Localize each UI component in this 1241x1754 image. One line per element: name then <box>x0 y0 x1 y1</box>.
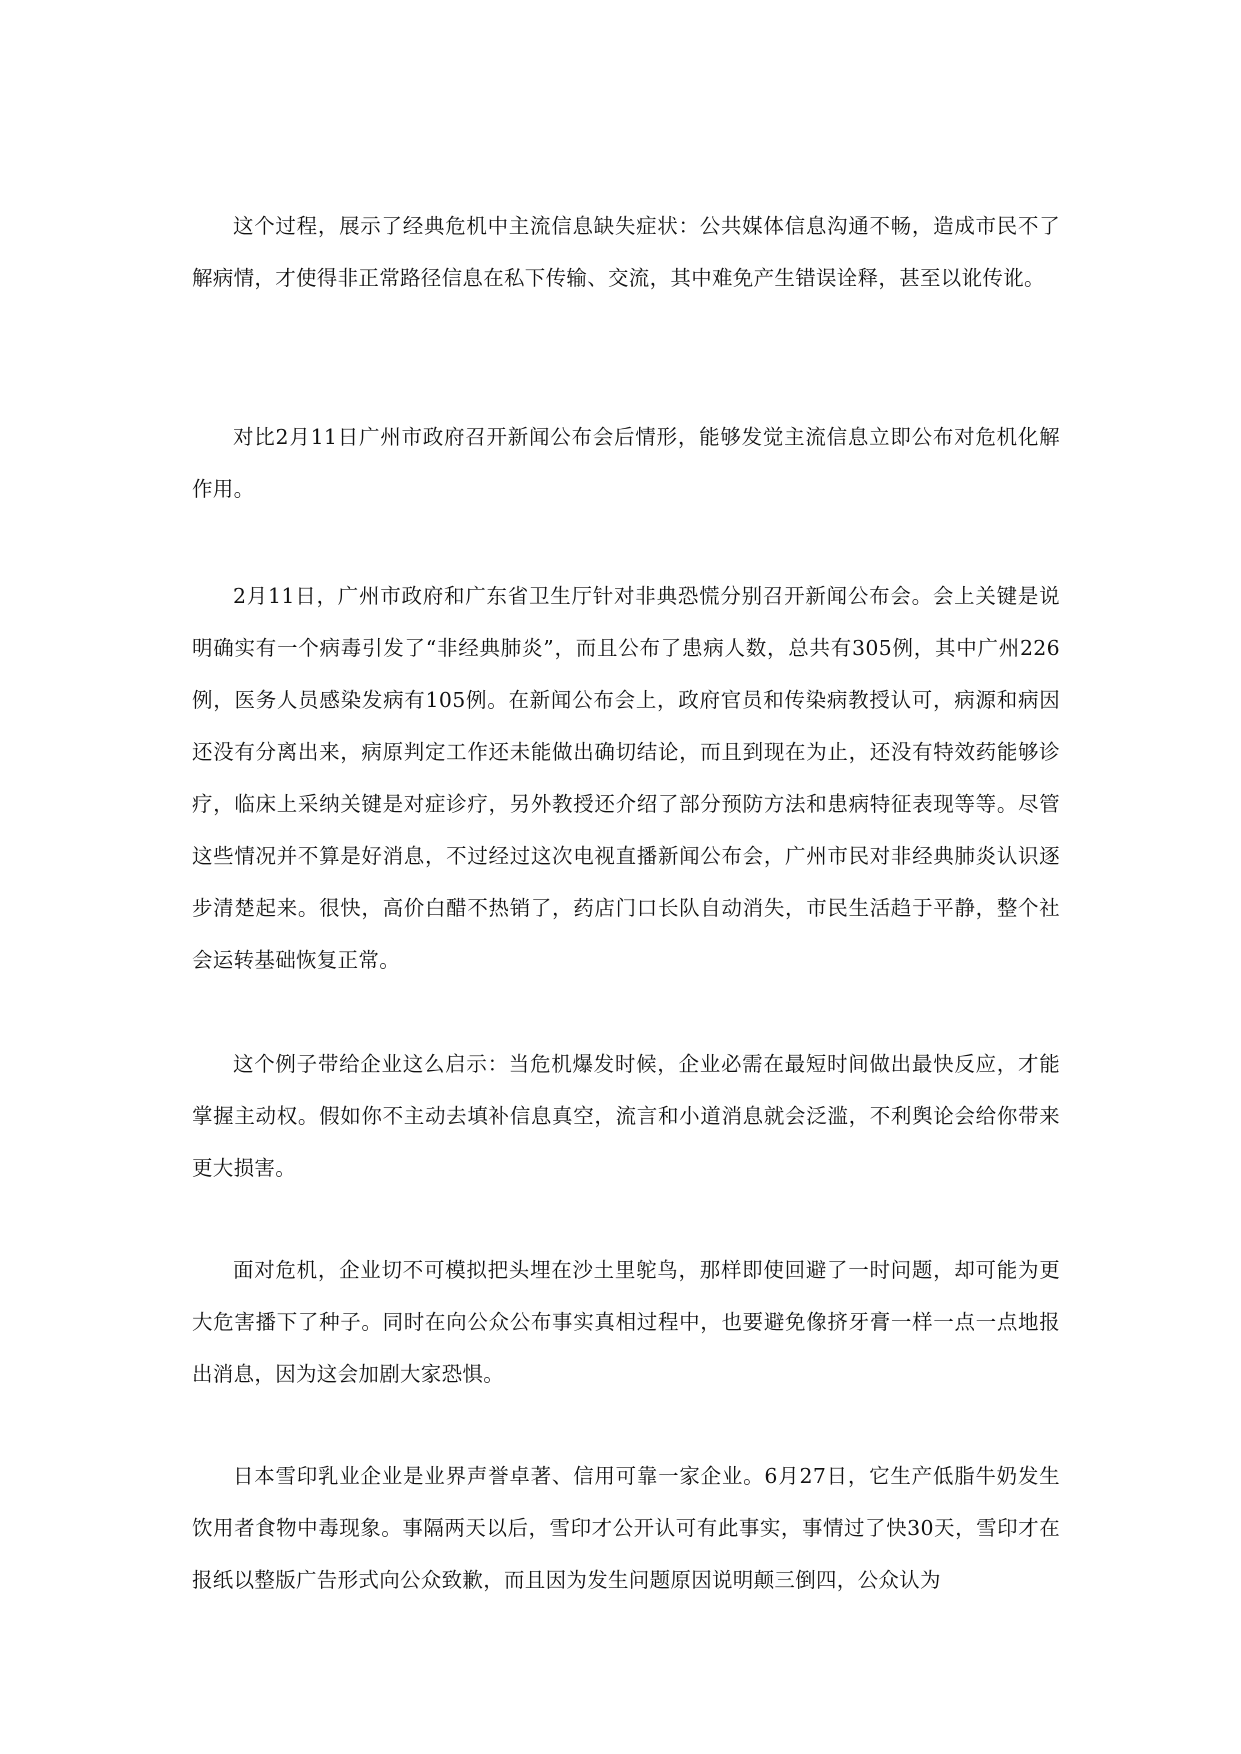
paragraph-enterprise-lesson: 这个例子带给企业这么启示：当危机爆发时候，企业必需在最短时间做出最快反应，才能掌握主动权。假如你不主动去填补信息真空，流言和小道消息就会泛滥，不利舆论会给你带来更大损害。 <box>192 1052 1060 1180</box>
paragraph-crisis-process: 这个过程，展示了经典危机中主流信息缺失症状：公共媒体信息沟通不畅，造成市民不了解病情，才使得非正常路径信息在私下传输、交流，其中难免产生错误诠释，甚至以讹传讹。 <box>192 214 1060 290</box>
paragraph-snow-brand-case: 日本雪印乳业企业是业界声誉卓著、信用可靠一家企业。6月27日，它生产低脂牛奶发生饮用者食物中毒现象。事隔两天以后，雪印才公开认可有此事实，事情过了快30天，雪印才在报纸以整版广告形式向公众致歉，而且因为发生问题原因说明颠三倒四，公众认为 <box>192 1464 1060 1592</box>
paragraph-press-conference-details: 2月11日，广州市政府和广东省卫生厅针对非典恐慌分别召开新闻公布会。会上关键是说明确实有一个病毒引发了“非经典肺炎”，而且公布了患病人数，总共有305例，其中广州226例，医务人员感染发病有105例。在新闻公布会上，政府官员和传染病教授认可，病源和病因还没有分离出来，病原判定工作还未能做出确切结论，而且到现在为止，还没有特效药能够诊疗，临床上采纳关键是对症诊疗，另外教授还介绍了部分预防方法和患病特征表现等等。尽管这些情况并不算是好消息，不过经过这次电视直播新闻公布会，广州市民对非经典肺炎认识逐步清楚起来。很快，高价白醋不热销了，药店门口长队自动消失，市民生活趋于平静，整个社会运转基础恢复正常。 <box>192 584 1060 972</box>
paragraph-press-conference-comparison: 对比2月11日广州市政府召开新闻公布会后情形，能够发觉主流信息立即公布对危机化解作用。 <box>192 425 1060 501</box>
paragraph-face-crisis: 面对危机，企业切不可模拟把头埋在沙土里鸵鸟，那样即使回避了一时问题，却可能为更大危害播下了种子。同时在向公众公布事实真相过程中，也要避免像挤牙膏一样一点一点地报出消息，因为这会加剧大家恐惧。 <box>192 1258 1060 1386</box>
